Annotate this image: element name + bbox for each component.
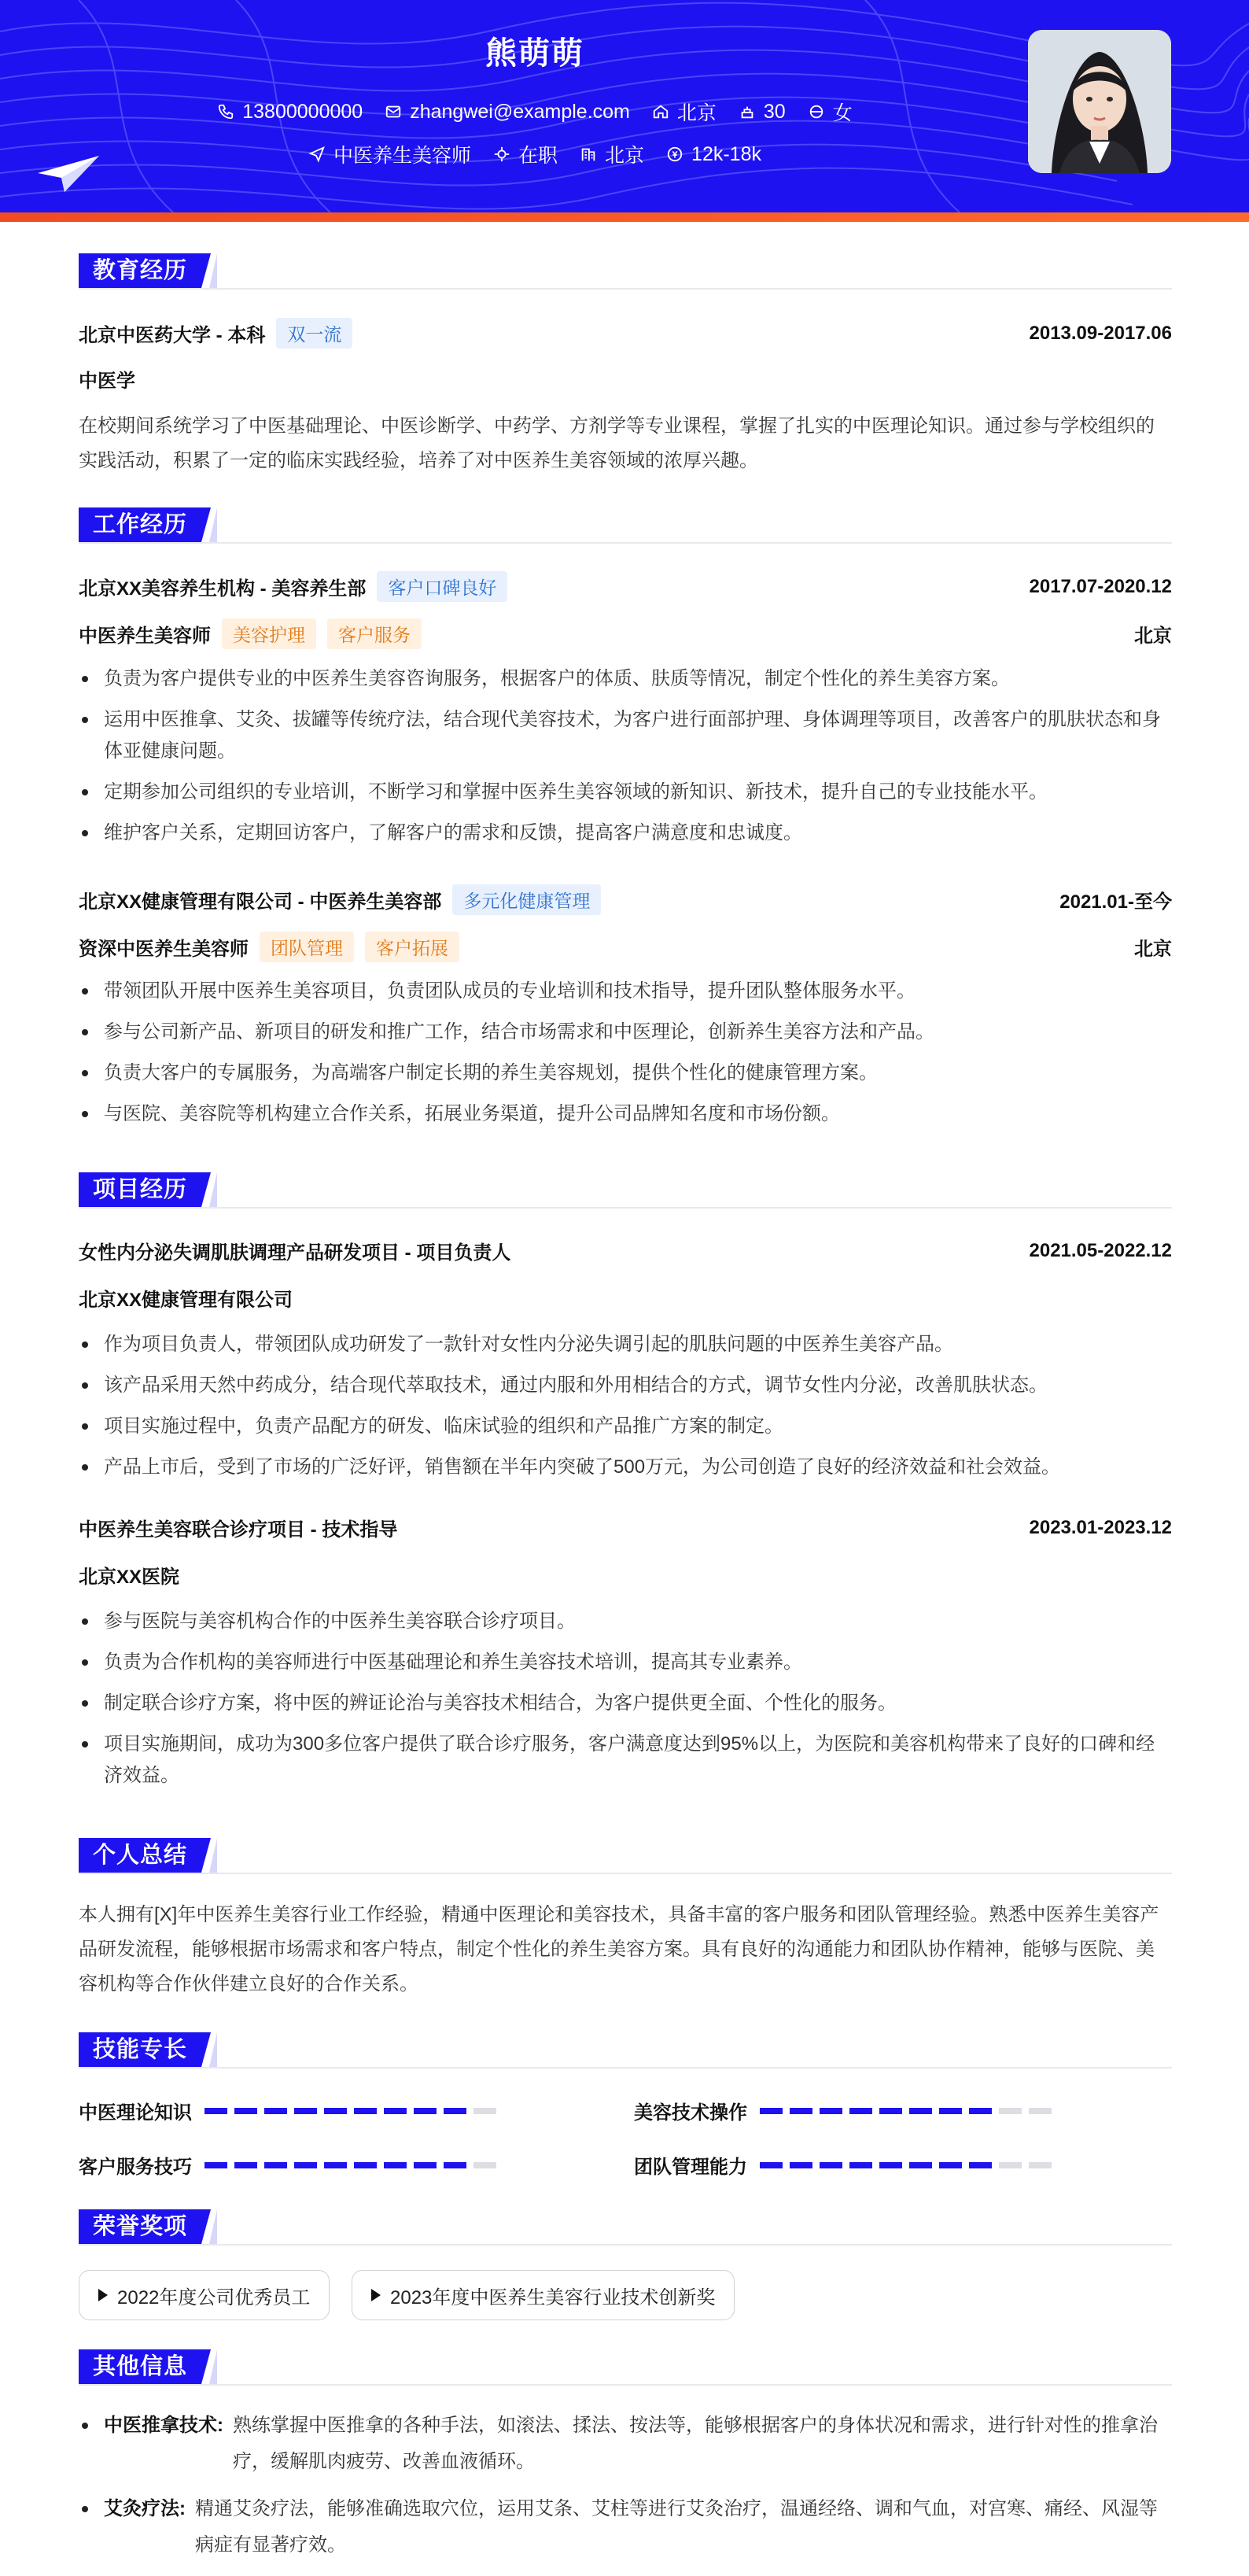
list-item: 项目实施期间，成功为300多位客户提供了联合诊疗服务，客户满意度达到95%以上，为医院和美容机构带来了良好的口碑和经济效益。 <box>79 1729 1172 1792</box>
list-item: 负责大客户的专属服务，为高端客户制定长期的养生美容规划，提供个性化的健康管理方案。 <box>79 1057 1172 1089</box>
skill-level-segment <box>790 2162 812 2168</box>
job-position-row <box>79 618 1172 649</box>
section-title-education <box>79 253 217 288</box>
job-city: 北京 <box>1134 626 1172 647</box>
school-name: 北京中医药大学 - 本科 <box>79 325 266 346</box>
job-header-row <box>79 571 1172 602</box>
skill-level-bar <box>760 2162 1052 2168</box>
award-label: 2023年度中医养生美容行业技术创新奖 <box>390 2286 716 2308</box>
salary-item <box>666 140 761 168</box>
skill-level-segment <box>849 2162 872 2168</box>
list-item: 负责为客户提供专业的中医养生美容咨询服务，根据客户的体质、肤质等情况，制定个性化的养生美容方案。 <box>79 663 1172 695</box>
age-value: 30 <box>763 100 786 123</box>
skill-level-segment <box>324 2162 347 2168</box>
skill-level-segment <box>879 2108 902 2114</box>
other-info-key: 艾灸疗法: <box>104 2498 186 2519</box>
award-label: 2022年度公司优秀员工 <box>117 2286 311 2308</box>
section-divider <box>79 2384 1172 2386</box>
skill-level-segment <box>354 2162 377 2168</box>
skill-level-segment <box>473 2162 496 2168</box>
job-header-row <box>79 884 1172 915</box>
skill-label: 中医理论知识 <box>79 2102 192 2124</box>
skill-level-segment <box>264 2162 287 2168</box>
avatar-photo <box>1028 30 1171 173</box>
city-item <box>580 140 644 168</box>
skill-level-segment <box>820 2108 842 2114</box>
skill-level-segment <box>264 2108 287 2114</box>
skill-level-segment <box>790 2108 812 2114</box>
skill-level-segment <box>909 2108 932 2114</box>
skill-level-segment <box>234 2108 257 2114</box>
job-duties-list <box>79 976 1172 1139</box>
email-item <box>385 98 630 126</box>
skill-level-segment <box>999 2108 1022 2114</box>
home-icon <box>652 103 669 120</box>
major-row <box>79 365 1172 393</box>
list-item: 运用中医推拿、艾灸、拔罐等传统疗法，结合现代美容技术，为客户进行面部护理、身体调理等项目，改善客户的肌肤状态和身体亚健康问题。 <box>79 704 1172 767</box>
summary-text: 本人拥有[X]年中医养生美容行业工作经验，精通中医理论和美容技术，具备丰富的客户服务和团队管理经验。熟悉中医养生美容产品研发流程，能够根据市场需求和客户特点，制定个性化的养生美容方案。具有良好的沟通能力和团队协作精神，能够与医院、美容机构等合作伙伴建立良好的合作关系。 <box>79 1904 1159 1995</box>
other-title: 其他信息 <box>79 2349 201 2384</box>
section-divider <box>79 1207 1172 1209</box>
skill-level-segment <box>760 2162 783 2168</box>
project-name: 中医养生美容联合诊疗项目 - 技术指导 <box>79 1519 398 1541</box>
other-info-item <box>79 2491 1172 2567</box>
major-name: 中医学 <box>79 371 135 392</box>
project-org: 北京XX医院 <box>79 1567 180 1588</box>
mail-icon <box>385 103 402 120</box>
cake-icon <box>739 103 756 120</box>
skill-item <box>634 2097 1052 2124</box>
location-value: 北京 <box>676 102 717 124</box>
job-position: 资深中医养生美容师 <box>79 939 249 960</box>
section-divider <box>79 1873 1172 1874</box>
play-icon <box>371 2289 381 2301</box>
building-icon <box>580 146 597 163</box>
education-description: 在校期间系统学习了中医基础理论、中医诊断学、中药学、方剂学等专业课程，掌握了扎实的中医理论知识。通过参与学校组织的实践活动，积累了一定的临床实践经验，培养了对中医养生美容领域的浓厚兴趣。 <box>79 415 1155 471</box>
job-intent-row <box>0 140 1070 168</box>
summary-title: 个人总结 <box>79 1838 201 1873</box>
section-title-summary <box>79 1838 217 1873</box>
section-title-work <box>79 507 217 542</box>
job-skill-tag: 客户服务 <box>327 618 422 649</box>
job-position: 中医养生美容师 <box>79 626 211 647</box>
project-details-list <box>79 1329 1172 1493</box>
project-details-list <box>79 1606 1172 1801</box>
skill-level-segment <box>444 2162 466 2168</box>
phone-item <box>217 98 363 126</box>
list-item: 维护客户关系，定期回访客户，了解客户的需求和反馈，提高客户满意度和忠诚度。 <box>79 817 1172 849</box>
skill-level-bar <box>760 2108 1052 2114</box>
section-title-skills <box>79 2032 217 2067</box>
education-period: 2013.09-2017.06 <box>1029 322 1172 344</box>
skill-level-segment <box>1029 2108 1052 2114</box>
skill-level-segment <box>969 2108 992 2114</box>
education-header-row <box>79 318 1172 349</box>
section-divider <box>79 2244 1172 2246</box>
list-item: 项目实施过程中，负责产品配方的研发、临床试验的组织和产品推广方案的制定。 <box>79 1411 1172 1442</box>
other-info-item <box>79 2408 1172 2483</box>
skill-level-segment <box>204 2108 227 2114</box>
job-company-tag: 多元化健康管理 <box>452 884 601 915</box>
section-divider <box>79 2067 1172 2069</box>
job-skill-tag: 美容护理 <box>222 618 316 649</box>
skill-level-segment <box>909 2162 932 2168</box>
job-city: 北京 <box>1134 939 1172 960</box>
skill-level-segment <box>414 2162 437 2168</box>
skill-level-segment <box>384 2162 407 2168</box>
gender-icon <box>808 103 825 120</box>
job-position-row <box>79 932 1172 962</box>
education-title: 教育经历 <box>79 253 201 288</box>
project-org: 北京XX健康管理有限公司 <box>79 1290 293 1311</box>
skill-level-segment <box>939 2162 962 2168</box>
job-title-value: 中医养生美容师 <box>333 145 472 167</box>
status-value: 在职 <box>518 145 558 167</box>
list-item: 参与医院与美容机构合作的中医养生美容联合诊疗项目。 <box>79 1606 1172 1637</box>
job-duties-list <box>79 663 1172 858</box>
job-company: 北京XX美容养生机构 - 美容养生部 <box>79 578 367 600</box>
job-title-item <box>308 140 471 168</box>
section-title-other <box>79 2349 217 2384</box>
skill-level-segment <box>414 2108 437 2114</box>
skill-item <box>634 2151 1052 2179</box>
skill-item <box>79 2151 496 2179</box>
age-item <box>739 98 786 126</box>
contact-row <box>0 98 1070 126</box>
list-item: 该产品采用天然中药成分，结合现代萃取技术，通过内服和外用相结合的方式，调节女性内分泌，改善肌肤状态。 <box>79 1370 1172 1401</box>
skill-label: 客户服务技巧 <box>79 2157 192 2178</box>
skill-level-bar <box>204 2108 496 2114</box>
skill-level-segment <box>1029 2162 1052 2168</box>
job-skill-tag: 客户拓展 <box>365 932 459 962</box>
list-item: 带领团队开展中医养生美容项目，负责团队成员的专业培训和技术指导，提升团队整体服务水平。 <box>79 976 1172 1007</box>
project-header-row <box>79 1237 1172 1264</box>
school-tag: 双一流 <box>276 318 352 349</box>
avatar-illustration <box>1028 30 1171 173</box>
send-icon <box>308 146 326 163</box>
other-info-value: 熟练掌握中医推拿的各种手法，如滚法、揉法、按法等，能够根据客户的身体状况和需求，进行针对性的推拿治疗，缓解肌肉疲劳、改善血液循环。 <box>233 2415 1158 2472</box>
skill-level-segment <box>969 2162 992 2168</box>
resume-header <box>0 0 1249 212</box>
gender-value: 女 <box>832 102 853 124</box>
city-value: 北京 <box>605 145 645 167</box>
list-item: 作为项目负责人，带领团队成功研发了一款针对女性内分泌失调引起的肌肤问题的中医养生美容产品。 <box>79 1329 1172 1360</box>
skill-item <box>79 2097 496 2124</box>
section-divider <box>79 288 1172 290</box>
projects-title: 项目经历 <box>79 1172 201 1207</box>
skill-level-segment <box>294 2162 317 2168</box>
other-info-key: 中医推拿技术: <box>104 2415 223 2436</box>
awards-title: 荣誉奖项 <box>79 2209 201 2244</box>
project-period: 2021.05-2022.12 <box>1029 1239 1172 1261</box>
job-period: 2021.01-至今 <box>1059 891 1172 913</box>
project-period: 2023.01-2023.12 <box>1029 1516 1172 1538</box>
salary-value: 12k-18k <box>691 142 761 165</box>
skill-level-bar <box>204 2162 496 2168</box>
skill-level-segment <box>939 2108 962 2114</box>
status-icon <box>493 146 510 163</box>
job-period: 2017.07-2020.12 <box>1029 575 1172 597</box>
gender-item <box>808 98 853 126</box>
section-title-projects <box>79 1172 217 1207</box>
list-item: 产品上市后，受到了市场的广泛好评，销售额在半年内突破了500万元，为公司创造了良好的经济效益和社会效益。 <box>79 1452 1172 1483</box>
skill-level-segment <box>473 2108 496 2114</box>
skills-title: 技能专长 <box>79 2032 201 2067</box>
phone-icon <box>217 103 234 120</box>
job-skill-tag: 团队管理 <box>260 932 354 962</box>
job-company-tag: 客户口碑良好 <box>377 571 507 602</box>
project-org-row <box>79 1561 1172 1589</box>
location-item <box>652 98 717 126</box>
header-accent-bar <box>0 212 1249 222</box>
play-icon <box>98 2289 108 2301</box>
list-item: 制定联合诊疗方案，将中医的辨证论治与美容技术相结合，为客户提供更全面、个性化的服务。 <box>79 1688 1172 1719</box>
job-company: 北京XX健康管理有限公司 - 中医养生美容部 <box>79 891 442 913</box>
skill-level-segment <box>760 2108 783 2114</box>
candidate-name: 熊萌萌 <box>485 36 584 71</box>
list-item: 参与公司新产品、新项目的研发和推广工作，结合市场需求和中医理论，创新养生美容方法和产品。 <box>79 1017 1172 1048</box>
skill-level-segment <box>849 2108 872 2114</box>
phone-value: 13800000000 <box>242 100 363 123</box>
skill-level-segment <box>294 2108 317 2114</box>
other-info-value: 精通艾灸疗法，能够准确选取穴位，运用艾条、艾柱等进行艾灸治疗，温通经络、调和气血，对宫寒、痛经、风湿等病症有显著疗效。 <box>195 2498 1158 2556</box>
status-item <box>493 140 558 168</box>
skill-label: 美容技术操作 <box>634 2102 747 2124</box>
award-chip <box>352 2270 735 2320</box>
skill-level-segment <box>820 2162 842 2168</box>
list-item: 与医院、美容院等机构建立合作关系，拓展业务渠道，提升公司品牌知名度和市场份额。 <box>79 1098 1172 1130</box>
skill-level-segment <box>204 2162 227 2168</box>
skill-level-segment <box>234 2162 257 2168</box>
skill-level-segment <box>879 2162 902 2168</box>
skill-level-segment <box>384 2108 407 2114</box>
section-divider <box>79 542 1172 544</box>
skill-label: 团队管理能力 <box>634 2157 747 2178</box>
project-header-row <box>79 1514 1172 1541</box>
skill-level-segment <box>999 2162 1022 2168</box>
list-item: 定期参加公司组织的专业培训，不断学习和掌握中医养生美容领域的新知识、新技术，提升自己的专业技能水平。 <box>79 777 1172 808</box>
section-title-awards <box>79 2209 217 2244</box>
skill-level-segment <box>444 2108 466 2114</box>
award-chip <box>79 2270 330 2320</box>
project-org-row <box>79 1284 1172 1312</box>
skill-level-segment <box>324 2108 347 2114</box>
money-icon <box>666 146 683 163</box>
email-value: zhangwei@example.com <box>410 100 630 123</box>
skill-level-segment <box>354 2108 377 2114</box>
work-title: 工作经历 <box>79 507 201 542</box>
list-item: 负责为合作机构的美容师进行中医基础理论和养生美容技术培训，提高其专业素养。 <box>79 1647 1172 1678</box>
project-name: 女性内分泌失调肌肤调理产品研发项目 - 项目负责人 <box>79 1242 511 1264</box>
